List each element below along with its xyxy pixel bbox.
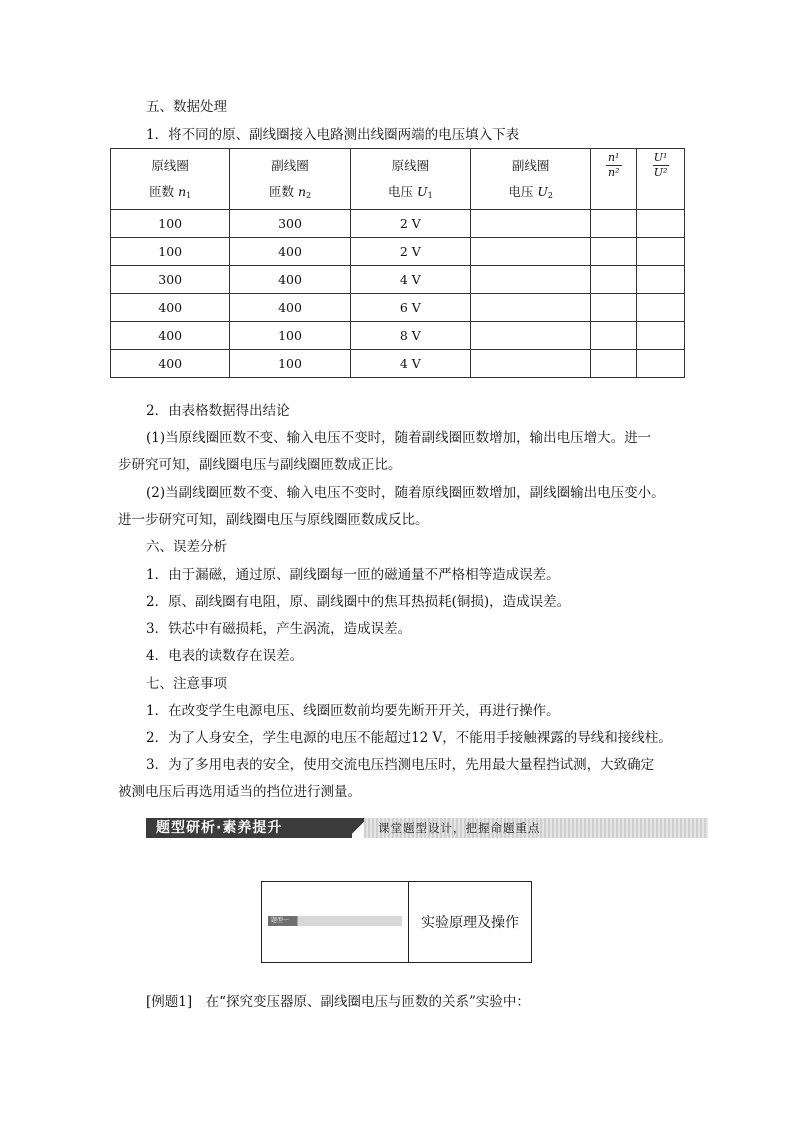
table-cell: 400 <box>111 350 230 378</box>
table-header-row <box>111 149 685 210</box>
header-label: 匝数 <box>268 184 294 199</box>
header-secondary-turns <box>230 149 350 210</box>
table-cell <box>471 294 591 322</box>
conclusion-para-2-line-1: (2)当副线圈匝数不变、输入电压不变时，随着原线圈匝数增加，副线圈输出电压变小。 <box>146 485 665 501</box>
fraction-denominator: n² <box>607 166 620 179</box>
precaution-item-3-line-1: 3．为了多用电表的安全，使用交流电压挡测电压时，先用最大量程挡试测，大致确定 <box>146 757 655 773</box>
banner-subtitle: 课堂题型设计，把握命题重点 <box>378 821 541 835</box>
table-cell <box>471 350 591 378</box>
banner-notch <box>352 818 364 838</box>
banner-title: 题型研析·素养提升 <box>146 818 352 838</box>
table-row <box>111 238 685 266</box>
error-item-2: 2．原、副线圈有电阻，原、副线圈中的焦耳热损耗(铜损)，造成误差。 <box>146 594 571 610</box>
topic-tag-cell <box>262 882 409 962</box>
header-label: 副线圈 <box>271 158 309 173</box>
table-cell <box>471 322 591 350</box>
table-row <box>111 210 685 238</box>
variable-subscript: 1 <box>186 191 192 200</box>
variable-subscript: 2 <box>547 191 553 200</box>
table-cell: 300 <box>111 266 230 294</box>
table-cell <box>637 266 685 294</box>
table-cell <box>591 294 637 322</box>
header-primary-voltage <box>350 149 470 210</box>
table-cell: 4 V <box>350 350 470 378</box>
error-item-3: 3．铁芯中有磁损耗，产生涡流，造成误差。 <box>146 621 412 637</box>
variable-symbol: n <box>178 184 187 199</box>
header-label: 匝数 <box>149 184 175 199</box>
table-cell: 100 <box>111 238 230 266</box>
table-cell: 100 <box>230 350 350 378</box>
table-cell <box>471 210 591 238</box>
section-banner <box>146 818 708 838</box>
conclusion-heading: 2．由表格数据得出结论 <box>146 403 290 419</box>
section-heading-data-processing: 五、数据处理 <box>146 99 227 115</box>
topic-box <box>261 881 532 963</box>
table-cell: 2 V <box>350 238 470 266</box>
header-label: 原线圈 <box>151 158 189 173</box>
header-label: 电压 <box>508 184 534 199</box>
turns-ratio-fraction <box>605 151 623 180</box>
fraction-numerator: U¹ <box>653 151 668 164</box>
instruction-item-1: 1．将不同的原、副线圈接入电路测出线圈两端的电压填入下表 <box>146 127 520 143</box>
section-heading-error-analysis: 六、误差分析 <box>146 539 227 555</box>
table-row <box>111 322 685 350</box>
variable-symbol: U <box>417 184 428 199</box>
conclusion-para-2-line-2: 进一步研究可知，副线圈电压与原线圈匝数成反比。 <box>118 512 429 528</box>
precaution-item-1: 1．在改变学生电源电压、线圈匝数前均要先断开开关，再进行操作。 <box>146 703 560 719</box>
table-cell: 300 <box>230 210 350 238</box>
table-cell <box>591 350 637 378</box>
table-cell <box>591 238 637 266</box>
header-primary-turns <box>111 149 230 210</box>
header-label: 电压 <box>388 184 414 199</box>
topic-title: 实验原理及操作 <box>421 915 519 931</box>
fraction-numerator: n¹ <box>607 151 620 164</box>
header-label: 原线圈 <box>391 158 430 173</box>
table-cell <box>591 210 637 238</box>
table-cell <box>637 350 685 378</box>
topic-tag-bar <box>268 916 402 926</box>
table-cell: 6 V <box>350 294 470 322</box>
table-cell: 400 <box>111 322 230 350</box>
table-row <box>111 350 685 378</box>
header-label: 副线圈 <box>511 158 550 173</box>
variable-symbol: n <box>297 184 307 199</box>
example-question: [例题1] 在“探究变压器原、副线圈电压与匝数的关系”实验中： <box>146 994 530 1010</box>
table-cell: 400 <box>111 294 230 322</box>
table-cell <box>591 322 637 350</box>
table-cell: 400 <box>230 266 350 294</box>
table-cell: 100 <box>230 322 350 350</box>
table-cell <box>637 238 685 266</box>
precaution-item-3-line-2: 被测电压后再选用适当的挡位进行测量。 <box>118 784 361 800</box>
table-cell: 8 V <box>350 322 470 350</box>
error-item-1: 1．由于漏磁，通过原、副线圈每一匝的磁通量不严格相等造成误差。 <box>146 567 560 583</box>
header-secondary-voltage <box>471 149 591 210</box>
table-cell: 100 <box>111 210 230 238</box>
table-cell: 4 V <box>350 266 470 294</box>
voltage-ratio-fraction <box>651 151 671 180</box>
header-turns-ratio <box>591 149 637 210</box>
variable-symbol: U <box>537 184 548 199</box>
table-cell <box>471 266 591 294</box>
variable-subscript: 1 <box>427 191 433 200</box>
fraction-denominator: U² <box>653 166 668 179</box>
table-cell: 2 V <box>350 210 470 238</box>
precaution-item-2: 2．为了人身安全，学生电源的电压不能超过12 V，不能用手接触裸露的导线和接线柱。 <box>146 730 672 746</box>
table-cell: 400 <box>230 294 350 322</box>
table-cell <box>637 294 685 322</box>
conclusion-para-1-line-1: (1)当原线圈匝数不变、输入电压不变时，随着副线圈匝数增加，输出电压增大。进一 <box>146 430 652 446</box>
error-item-4: 4．电表的读数存在误差。 <box>146 648 304 664</box>
table-row <box>111 294 685 322</box>
variable-subscript: 2 <box>306 191 312 200</box>
header-voltage-ratio <box>637 149 685 210</box>
table-cell <box>637 322 685 350</box>
conclusion-para-1-line-2: 步研究可知，副线圈电压与副线圈匝数成正比。 <box>118 457 402 473</box>
table-cell: 400 <box>230 238 350 266</box>
voltage-data-table <box>110 148 685 378</box>
table-cell <box>471 238 591 266</box>
table-cell <box>591 266 637 294</box>
table-cell <box>637 210 685 238</box>
topic-tag-label: 题型一 <box>271 917 290 924</box>
table-row <box>111 266 685 294</box>
section-heading-precautions: 七、注意事项 <box>146 676 227 692</box>
